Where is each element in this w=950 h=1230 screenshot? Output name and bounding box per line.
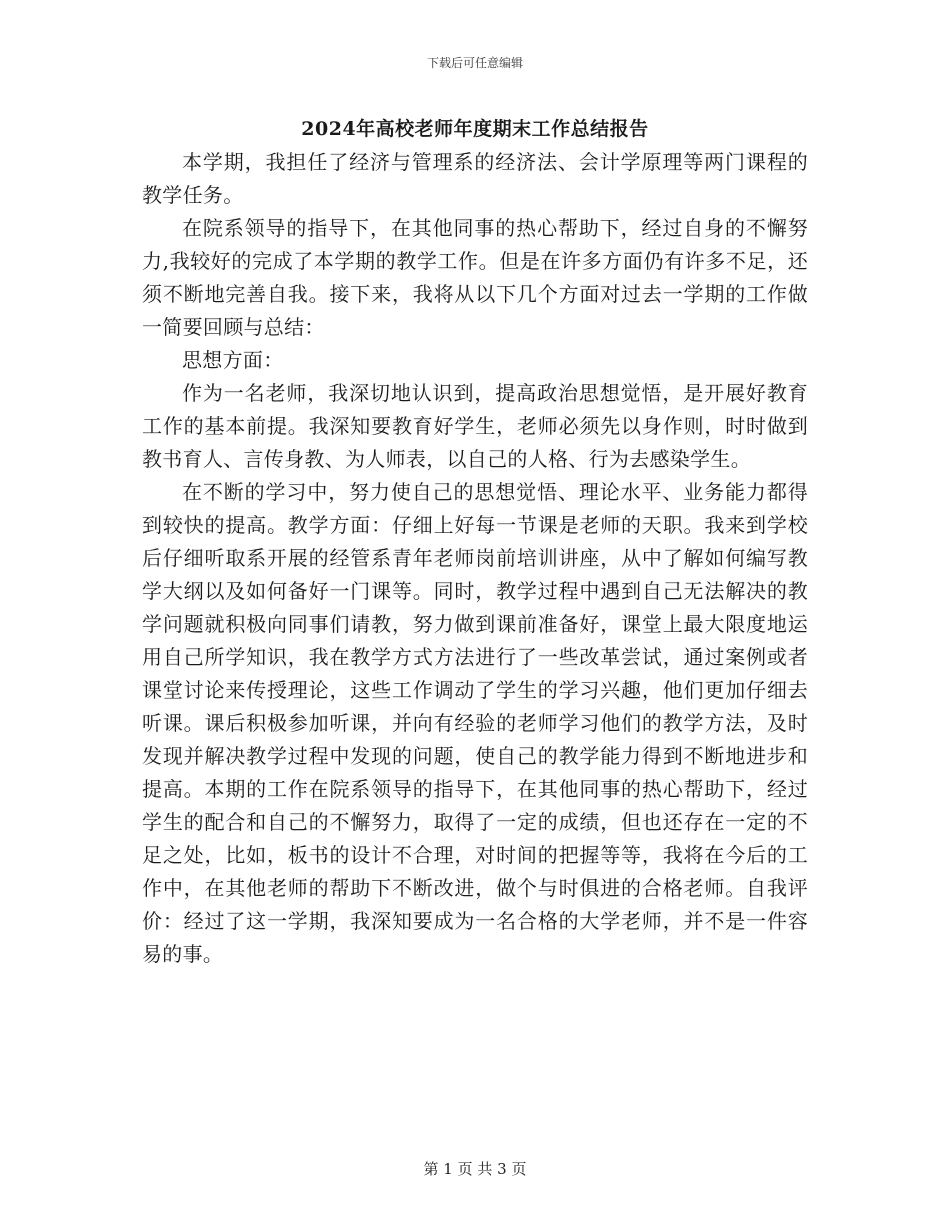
- document-title: 2024年高校老师年度期末工作总结报告: [301, 118, 649, 140]
- paragraph-overview: 在院系领导的指导下，在其他同事的热心帮助下，经过自身的不懈努力,我较好的完成了本学期的教学工作。但是在许多方面仍有许多不足，还须不断地完善自我。接下来，我将从以下几个方面对过去一学期的工作做一简要回顾与总结：: [142, 216, 808, 339]
- document-body: [142, 146, 808, 971]
- paragraph-section-heading: 思想方面：: [182, 348, 284, 372]
- paragraph-ideology: 作为一名老师，我深切地认识到，提高政治思想觉悟，是开展好教育工作的基本前提。我深知要教育好学生，老师必须先以身作则，时时做到教书育人、言传身教、为人师表，以自己的人格、行为去感染学生。: [142, 381, 808, 471]
- page-number: 第 1 页 共 3 页: [423, 1160, 527, 1178]
- paragraph-teaching: 在不断的学习中，努力使自己的思想觉悟、理论水平、业务能力都得到较快的提高。教学方面：仔细上好每一节课是老师的天职。我来到学校后仔细听取系开展的经管系青年老师岗前培训讲座，从中了解如何编写教学大纲以及如何备好一门课等。同时，教学过程中遇到自己无法解决的教学问题就积极向同事们请教，努力做到课前准备好，课堂上最大限度地运用自己所学知识，我在教学方式方法进行了一些改革尝试，通过案例或者课堂讨论来传授理论，这些工作调动了学生的学习兴趣，他们更加仔细去听课。课后积极参加听课，并向有经验的老师学习他们的教学方法，及时发现并解决教学过程中发现的问题，使自己的教学能力得到不断地进步和提高。本期的工作在院系领导的指导下，在其他同事的热心帮助下，经过学生的配合和自己的不懈努力，取得了一定的成绩，但也还存在一定的不足之处，比如，板书的设计不合理，对时间的把握等等，我将在今后的工作中，在其他老师的帮助下不断改进，做个与时俱进的合格老师。自我评价：经过了这一学期，我深知要成为一名合格的大学老师，并不是一件容易的事。: [142, 480, 808, 966]
- page-header-note: 下载后可任意编辑: [426, 56, 523, 70]
- paragraph-intro: 本学期，我担任了经济与管理系的经济法、会计学原理等两门课程的教学任务。: [142, 150, 808, 207]
